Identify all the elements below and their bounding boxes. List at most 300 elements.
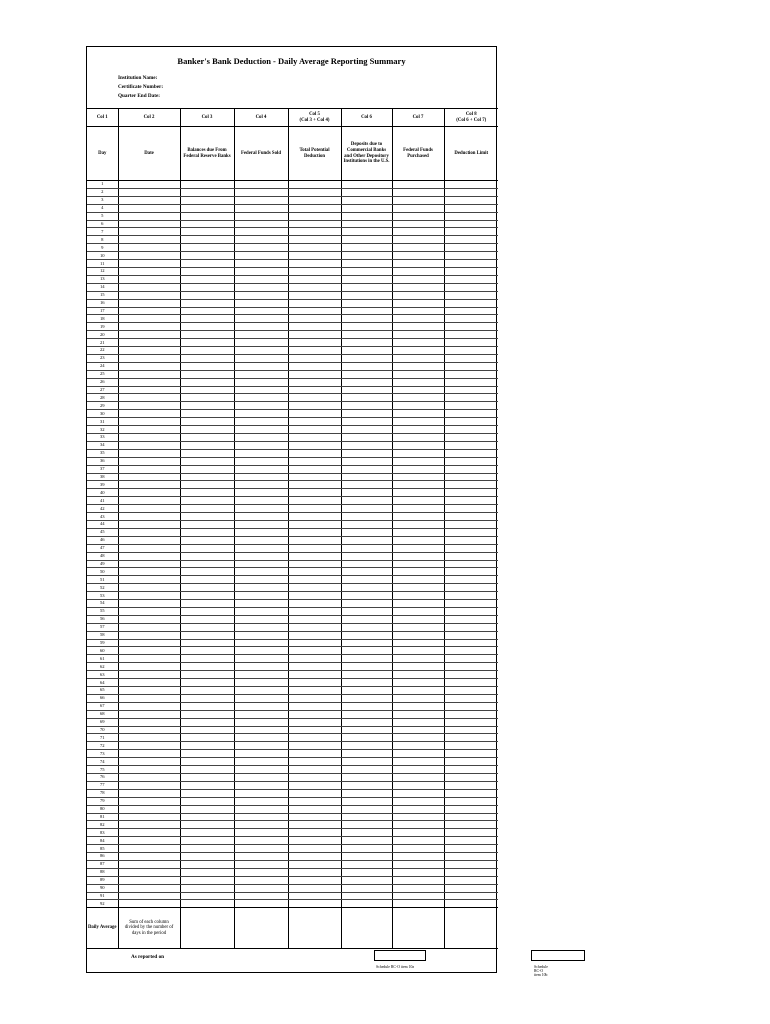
entry-cell[interactable]: [392, 244, 444, 252]
entry-cell[interactable]: [341, 457, 392, 465]
entry-cell[interactable]: [392, 434, 444, 442]
entry-cell[interactable]: [180, 742, 234, 750]
entry-cell[interactable]: [180, 615, 234, 623]
entry-cell[interactable]: [180, 370, 234, 378]
entry-cell[interactable]: [180, 576, 234, 584]
entry-cell[interactable]: [180, 900, 234, 908]
entry-cell[interactable]: [180, 592, 234, 600]
entry-cell[interactable]: [118, 758, 180, 766]
entry-cell[interactable]: [392, 623, 444, 631]
entry-cell[interactable]: [118, 362, 180, 370]
entry-cell[interactable]: [118, 252, 180, 260]
entry-cell[interactable]: [444, 505, 498, 513]
entry-cell[interactable]: [288, 275, 341, 283]
entry-cell[interactable]: [392, 513, 444, 521]
entry-cell[interactable]: [180, 623, 234, 631]
entry-cell[interactable]: [180, 434, 234, 442]
entry-cell[interactable]: [118, 797, 180, 805]
entry-cell[interactable]: [118, 354, 180, 362]
entry-cell[interactable]: [392, 497, 444, 505]
entry-cell[interactable]: [180, 181, 234, 189]
entry-cell[interactable]: [392, 671, 444, 679]
entry-cell[interactable]: [341, 568, 392, 576]
entry-cell[interactable]: [180, 212, 234, 220]
entry-cell[interactable]: [444, 592, 498, 600]
entry-cell[interactable]: [444, 323, 498, 331]
entry-cell[interactable]: [288, 204, 341, 212]
entry-cell[interactable]: [118, 900, 180, 908]
entry-cell[interactable]: [392, 457, 444, 465]
entry-cell[interactable]: [234, 607, 288, 615]
entry-cell[interactable]: [118, 860, 180, 868]
entry-cell[interactable]: [288, 220, 341, 228]
entry-cell[interactable]: [234, 331, 288, 339]
entry-cell[interactable]: [180, 694, 234, 702]
entry-cell[interactable]: [288, 560, 341, 568]
entry-cell[interactable]: [118, 789, 180, 797]
entry-cell[interactable]: [392, 726, 444, 734]
entry-cell[interactable]: [180, 829, 234, 837]
entry-cell[interactable]: [180, 489, 234, 497]
entry-cell[interactable]: [118, 378, 180, 386]
entry-cell[interactable]: [118, 892, 180, 900]
entry-cell[interactable]: [288, 789, 341, 797]
entry-cell[interactable]: [234, 528, 288, 536]
entry-cell[interactable]: [118, 647, 180, 655]
entry-cell[interactable]: [180, 734, 234, 742]
entry-cell[interactable]: [234, 623, 288, 631]
entry-cell[interactable]: [118, 544, 180, 552]
entry-cell[interactable]: [288, 718, 341, 726]
entry-cell[interactable]: [234, 252, 288, 260]
entry-cell[interactable]: [234, 244, 288, 252]
entry-cell[interactable]: [180, 196, 234, 204]
entry-cell[interactable]: [234, 884, 288, 892]
entry-cell[interactable]: [118, 884, 180, 892]
entry-cell[interactable]: [444, 299, 498, 307]
entry-cell[interactable]: [392, 734, 444, 742]
average-cell[interactable]: [341, 908, 392, 949]
entry-cell[interactable]: [288, 868, 341, 876]
entry-cell[interactable]: [180, 671, 234, 679]
entry-cell[interactable]: [288, 576, 341, 584]
entry-cell[interactable]: [392, 781, 444, 789]
entry-cell[interactable]: [392, 339, 444, 347]
entry-cell[interactable]: [234, 742, 288, 750]
entry-cell[interactable]: [392, 481, 444, 489]
entry-cell[interactable]: [392, 615, 444, 623]
entry-cell[interactable]: [392, 789, 444, 797]
entry-cell[interactable]: [444, 528, 498, 536]
entry-cell[interactable]: [288, 402, 341, 410]
entry-cell[interactable]: [118, 687, 180, 695]
entry-cell[interactable]: [180, 362, 234, 370]
entry-cell[interactable]: [118, 410, 180, 418]
entry-cell[interactable]: [118, 457, 180, 465]
average-cell[interactable]: [288, 908, 341, 949]
entry-cell[interactable]: [118, 639, 180, 647]
entry-cell[interactable]: [392, 489, 444, 497]
entry-cell[interactable]: [392, 607, 444, 615]
entry-cell[interactable]: [118, 283, 180, 291]
entry-cell[interactable]: [118, 260, 180, 268]
entry-cell[interactable]: [341, 900, 392, 908]
entry-cell[interactable]: [392, 536, 444, 544]
entry-cell[interactable]: [288, 900, 341, 908]
entry-cell[interactable]: [118, 212, 180, 220]
entry-cell[interactable]: [234, 639, 288, 647]
entry-cell[interactable]: [234, 196, 288, 204]
entry-cell[interactable]: [288, 742, 341, 750]
entry-cell[interactable]: [180, 339, 234, 347]
entry-cell[interactable]: [118, 307, 180, 315]
entry-cell[interactable]: [288, 528, 341, 536]
entry-cell[interactable]: [288, 829, 341, 837]
entry-cell[interactable]: [444, 283, 498, 291]
entry-cell[interactable]: [180, 505, 234, 513]
entry-cell[interactable]: [288, 694, 341, 702]
entry-cell[interactable]: [341, 631, 392, 639]
entry-cell[interactable]: [341, 252, 392, 260]
entry-cell[interactable]: [444, 789, 498, 797]
entry-cell[interactable]: [444, 394, 498, 402]
entry-cell[interactable]: [444, 457, 498, 465]
entry-cell[interactable]: [341, 520, 392, 528]
entry-cell[interactable]: [341, 489, 392, 497]
entry-cell[interactable]: [444, 362, 498, 370]
entry-cell[interactable]: [444, 473, 498, 481]
entry-cell[interactable]: [444, 900, 498, 908]
entry-cell[interactable]: [180, 513, 234, 521]
entry-cell[interactable]: [288, 892, 341, 900]
entry-cell[interactable]: [118, 528, 180, 536]
entry-cell[interactable]: [341, 204, 392, 212]
entry-cell[interactable]: [118, 600, 180, 608]
entry-cell[interactable]: [234, 647, 288, 655]
entry-cell[interactable]: [392, 544, 444, 552]
entry-cell[interactable]: [180, 631, 234, 639]
entry-cell[interactable]: [234, 204, 288, 212]
entry-cell[interactable]: [444, 236, 498, 244]
entry-cell[interactable]: [118, 584, 180, 592]
entry-cell[interactable]: [444, 845, 498, 853]
entry-cell[interactable]: [288, 607, 341, 615]
entry-cell[interactable]: [118, 694, 180, 702]
entry-cell[interactable]: [392, 868, 444, 876]
entry-cell[interactable]: [234, 710, 288, 718]
entry-cell[interactable]: [234, 236, 288, 244]
entry-cell[interactable]: [444, 663, 498, 671]
entry-cell[interactable]: [288, 339, 341, 347]
entry-cell[interactable]: [180, 679, 234, 687]
entry-cell[interactable]: [444, 892, 498, 900]
entry-cell[interactable]: [180, 568, 234, 576]
entry-cell[interactable]: [180, 481, 234, 489]
entry-cell[interactable]: [288, 766, 341, 774]
entry-cell[interactable]: [392, 837, 444, 845]
entry-cell[interactable]: [288, 441, 341, 449]
entry-cell[interactable]: [180, 275, 234, 283]
entry-cell[interactable]: [444, 679, 498, 687]
entry-cell[interactable]: [234, 868, 288, 876]
entry-cell[interactable]: [392, 228, 444, 236]
entry-cell[interactable]: [392, 860, 444, 868]
entry-cell[interactable]: [118, 236, 180, 244]
entry-cell[interactable]: [341, 876, 392, 884]
entry-cell[interactable]: [234, 789, 288, 797]
entry-cell[interactable]: [392, 773, 444, 781]
entry-cell[interactable]: [341, 813, 392, 821]
entry-cell[interactable]: [444, 607, 498, 615]
entry-cell[interactable]: [392, 252, 444, 260]
entry-cell[interactable]: [341, 473, 392, 481]
entry-cell[interactable]: [444, 441, 498, 449]
entry-cell[interactable]: [288, 354, 341, 362]
entry-cell[interactable]: [234, 307, 288, 315]
entry-cell[interactable]: [234, 845, 288, 853]
entry-cell[interactable]: [180, 758, 234, 766]
entry-cell[interactable]: [341, 323, 392, 331]
entry-cell[interactable]: [234, 260, 288, 268]
entry-cell[interactable]: [234, 465, 288, 473]
entry-cell[interactable]: [234, 402, 288, 410]
entry-cell[interactable]: [392, 188, 444, 196]
entry-cell[interactable]: [444, 766, 498, 774]
entry-cell[interactable]: [180, 441, 234, 449]
entry-cell[interactable]: [180, 315, 234, 323]
entry-cell[interactable]: [118, 607, 180, 615]
entry-cell[interactable]: [288, 876, 341, 884]
entry-cell[interactable]: [444, 244, 498, 252]
entry-cell[interactable]: [444, 267, 498, 275]
entry-cell[interactable]: [288, 853, 341, 861]
entry-cell[interactable]: [341, 789, 392, 797]
entry-cell[interactable]: [444, 228, 498, 236]
entry-cell[interactable]: [341, 505, 392, 513]
entry-cell[interactable]: [341, 560, 392, 568]
entry-cell[interactable]: [288, 655, 341, 663]
entry-cell[interactable]: [392, 845, 444, 853]
entry-cell[interactable]: [234, 536, 288, 544]
entry-cell[interactable]: [234, 228, 288, 236]
entry-cell[interactable]: [288, 631, 341, 639]
entry-cell[interactable]: [288, 323, 341, 331]
entry-cell[interactable]: [180, 663, 234, 671]
entry-cell[interactable]: [288, 497, 341, 505]
entry-cell[interactable]: [392, 584, 444, 592]
entry-cell[interactable]: [341, 426, 392, 434]
entry-cell[interactable]: [341, 441, 392, 449]
entry-cell[interactable]: [288, 410, 341, 418]
entry-cell[interactable]: [392, 694, 444, 702]
entry-cell[interactable]: [234, 188, 288, 196]
entry-cell[interactable]: [288, 465, 341, 473]
entry-cell[interactable]: [444, 615, 498, 623]
entry-cell[interactable]: [118, 196, 180, 204]
entry-cell[interactable]: [234, 323, 288, 331]
entry-cell[interactable]: [341, 734, 392, 742]
entry-cell[interactable]: [180, 260, 234, 268]
entry-cell[interactable]: [392, 766, 444, 774]
entry-cell[interactable]: [392, 331, 444, 339]
entry-cell[interactable]: [341, 181, 392, 189]
entry-cell[interactable]: [180, 647, 234, 655]
entry-cell[interactable]: [234, 449, 288, 457]
entry-cell[interactable]: [118, 876, 180, 884]
entry-cell[interactable]: [392, 639, 444, 647]
entry-cell[interactable]: [392, 663, 444, 671]
entry-cell[interactable]: [288, 481, 341, 489]
entry-cell[interactable]: [444, 378, 498, 386]
entry-cell[interactable]: [392, 631, 444, 639]
entry-cell[interactable]: [180, 868, 234, 876]
entry-cell[interactable]: [288, 181, 341, 189]
entry-cell[interactable]: [234, 766, 288, 774]
entry-cell[interactable]: [392, 291, 444, 299]
entry-cell[interactable]: [444, 797, 498, 805]
entry-cell[interactable]: [288, 394, 341, 402]
entry-cell[interactable]: [118, 465, 180, 473]
entry-cell[interactable]: [392, 805, 444, 813]
entry-cell[interactable]: [234, 370, 288, 378]
entry-cell[interactable]: [180, 410, 234, 418]
entry-cell[interactable]: [341, 497, 392, 505]
entry-cell[interactable]: [234, 291, 288, 299]
entry-cell[interactable]: [341, 434, 392, 442]
entry-cell[interactable]: [234, 734, 288, 742]
entry-cell[interactable]: [341, 544, 392, 552]
entry-cell[interactable]: [341, 805, 392, 813]
entry-cell[interactable]: [444, 536, 498, 544]
entry-cell[interactable]: [180, 536, 234, 544]
entry-cell[interactable]: [341, 718, 392, 726]
entry-cell[interactable]: [118, 347, 180, 355]
entry-cell[interactable]: [444, 465, 498, 473]
entry-cell[interactable]: [392, 505, 444, 513]
entry-cell[interactable]: [118, 520, 180, 528]
entry-cell[interactable]: [444, 275, 498, 283]
entry-cell[interactable]: [341, 370, 392, 378]
entry-cell[interactable]: [341, 671, 392, 679]
entry-cell[interactable]: [234, 560, 288, 568]
entry-cell[interactable]: [118, 702, 180, 710]
entry-cell[interactable]: [444, 837, 498, 845]
entry-cell[interactable]: [392, 465, 444, 473]
entry-cell[interactable]: [288, 283, 341, 291]
entry-cell[interactable]: [118, 623, 180, 631]
entry-cell[interactable]: [288, 315, 341, 323]
entry-cell[interactable]: [392, 655, 444, 663]
entry-cell[interactable]: [341, 726, 392, 734]
entry-cell[interactable]: [341, 188, 392, 196]
entry-cell[interactable]: [180, 347, 234, 355]
entry-cell[interactable]: [118, 188, 180, 196]
entry-cell[interactable]: [180, 394, 234, 402]
average-cell[interactable]: [392, 908, 444, 949]
entry-cell[interactable]: [341, 196, 392, 204]
entry-cell[interactable]: [341, 758, 392, 766]
entry-cell[interactable]: [444, 497, 498, 505]
entry-cell[interactable]: [234, 860, 288, 868]
entry-cell[interactable]: [392, 204, 444, 212]
entry-cell[interactable]: [341, 639, 392, 647]
entry-cell[interactable]: [392, 742, 444, 750]
schedule-10a-field[interactable]: [374, 950, 426, 961]
entry-cell[interactable]: [444, 449, 498, 457]
entry-cell[interactable]: [341, 797, 392, 805]
entry-cell[interactable]: [392, 679, 444, 687]
entry-cell[interactable]: [118, 386, 180, 394]
entry-cell[interactable]: [341, 766, 392, 774]
entry-cell[interactable]: [234, 497, 288, 505]
entry-cell[interactable]: [288, 244, 341, 252]
entry-cell[interactable]: [118, 204, 180, 212]
entry-cell[interactable]: [180, 821, 234, 829]
entry-cell[interactable]: [180, 552, 234, 560]
entry-cell[interactable]: [392, 600, 444, 608]
entry-cell[interactable]: [118, 489, 180, 497]
entry-cell[interactable]: [392, 212, 444, 220]
entry-cell[interactable]: [180, 805, 234, 813]
entry-cell[interactable]: [444, 631, 498, 639]
entry-cell[interactable]: [288, 449, 341, 457]
entry-cell[interactable]: [180, 860, 234, 868]
entry-cell[interactable]: [341, 378, 392, 386]
entry-cell[interactable]: [444, 434, 498, 442]
entry-cell[interactable]: [234, 900, 288, 908]
entry-cell[interactable]: [392, 520, 444, 528]
entry-cell[interactable]: [234, 876, 288, 884]
entry-cell[interactable]: [392, 750, 444, 758]
entry-cell[interactable]: [234, 481, 288, 489]
entry-cell[interactable]: [118, 370, 180, 378]
entry-cell[interactable]: [288, 821, 341, 829]
entry-cell[interactable]: [180, 528, 234, 536]
entry-cell[interactable]: [180, 520, 234, 528]
entry-cell[interactable]: [234, 457, 288, 465]
entry-cell[interactable]: [234, 671, 288, 679]
entry-cell[interactable]: [234, 750, 288, 758]
entry-cell[interactable]: [180, 600, 234, 608]
entry-cell[interactable]: [288, 623, 341, 631]
entry-cell[interactable]: [288, 267, 341, 275]
entry-cell[interactable]: [118, 481, 180, 489]
entry-cell[interactable]: [444, 584, 498, 592]
entry-cell[interactable]: [118, 220, 180, 228]
entry-cell[interactable]: [288, 797, 341, 805]
entry-cell[interactable]: [341, 742, 392, 750]
entry-cell[interactable]: [341, 600, 392, 608]
entry-cell[interactable]: [234, 773, 288, 781]
entry-cell[interactable]: [180, 876, 234, 884]
entry-cell[interactable]: [234, 568, 288, 576]
entry-cell[interactable]: [180, 845, 234, 853]
entry-cell[interactable]: [444, 220, 498, 228]
entry-cell[interactable]: [444, 410, 498, 418]
entry-cell[interactable]: [392, 576, 444, 584]
entry-cell[interactable]: [341, 331, 392, 339]
entry-cell[interactable]: [341, 354, 392, 362]
entry-cell[interactable]: [234, 687, 288, 695]
entry-cell[interactable]: [234, 679, 288, 687]
entry-cell[interactable]: [118, 631, 180, 639]
entry-cell[interactable]: [444, 347, 498, 355]
entry-cell[interactable]: [234, 718, 288, 726]
entry-cell[interactable]: [234, 181, 288, 189]
entry-cell[interactable]: [341, 694, 392, 702]
entry-cell[interactable]: [234, 600, 288, 608]
entry-cell[interactable]: [118, 592, 180, 600]
